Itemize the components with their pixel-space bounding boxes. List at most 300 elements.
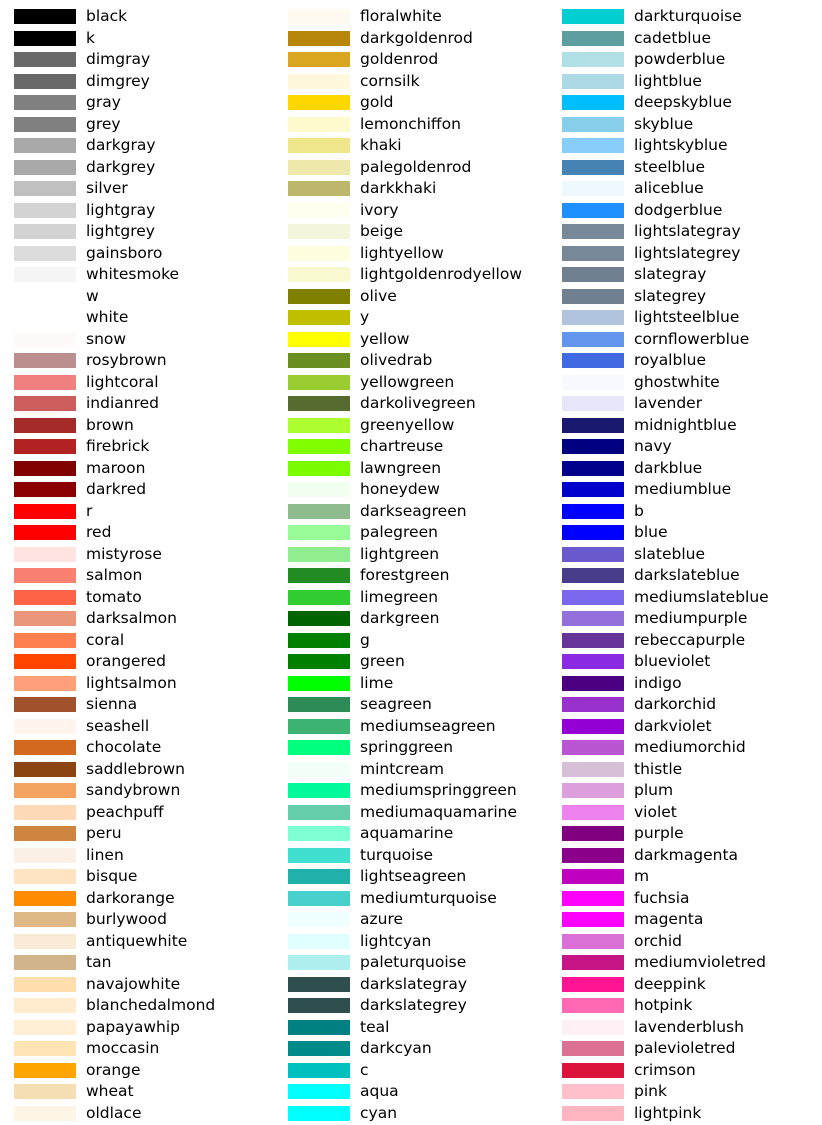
color-swatch [288,310,350,325]
color-swatch [14,740,76,755]
color-swatch [288,439,350,454]
swatch-row [274,737,548,759]
swatch-row [274,1017,548,1039]
color-swatch [14,504,76,519]
swatch-row [0,952,274,974]
swatch-row [548,522,822,544]
color-name-label: ivory [360,200,399,219]
color-swatch [14,267,76,282]
color-swatch [288,396,350,411]
color-name-label: maroon [86,458,146,477]
color-name-label: darkgray [86,136,156,155]
color-swatch [562,224,624,239]
color-swatch [288,740,350,755]
swatch-row [274,372,548,394]
swatch-row [274,780,548,802]
swatch-row [0,845,274,867]
color-name-label: saddlebrown [86,759,185,778]
color-swatch [14,246,76,261]
swatch-row [0,651,274,673]
color-swatch [14,1084,76,1099]
swatch-row [0,436,274,458]
color-name-label: darkgreen [360,609,440,628]
color-name-label: darkgrey [86,157,156,176]
color-swatch [14,568,76,583]
color-name-label: yellow [360,329,410,348]
color-name-label: crimson [634,1060,696,1079]
swatch-row [0,307,274,329]
color-swatch [14,1063,76,1078]
color-swatch [562,762,624,777]
swatch-row [274,694,548,716]
color-name-label: brown [86,415,134,434]
swatch-row [274,286,548,308]
color-swatch [562,590,624,605]
color-swatch [288,805,350,820]
color-name-label: silver [86,179,128,198]
color-name-label: c [360,1060,369,1079]
color-swatch [562,181,624,196]
color-swatch [14,117,76,132]
color-name-label: midnightblue [634,415,737,434]
swatch-row [274,522,548,544]
swatch-row [548,479,822,501]
color-swatch [14,934,76,949]
color-swatch [288,676,350,691]
color-name-label: darkblue [634,458,703,477]
swatch-row [0,350,274,372]
swatch-row [274,888,548,910]
color-swatch [14,396,76,411]
color-swatch [562,289,624,304]
color-name-label: mediumorchid [634,738,746,757]
color-swatch [562,826,624,841]
swatch-row [274,501,548,523]
color-swatch [288,267,350,282]
color-swatch [562,246,624,261]
swatch-row [548,243,822,265]
color-name-label: darkred [86,480,147,499]
color-name-label: lavender [634,394,703,413]
color-swatch [562,1084,624,1099]
color-name-label: lightslategray [634,222,741,241]
color-swatch [14,848,76,863]
swatch-row [548,1060,822,1082]
color-name-label: blueviolet [634,652,711,671]
color-swatch [562,633,624,648]
color-name-label: navy [634,437,672,456]
swatch-row [548,350,822,372]
color-swatch [562,676,624,691]
color-swatch [14,525,76,540]
color-swatch [288,1041,350,1056]
color-name-label: turquoise [360,845,434,864]
color-swatch [562,805,624,820]
color-name-label: m [634,867,650,886]
color-swatch [14,805,76,820]
color-name-label: lightblue [634,71,702,90]
color-name-label: navajowhite [86,974,181,993]
color-swatch [562,869,624,884]
color-name-label: gainsboro [86,243,163,262]
swatch-row [274,1081,548,1103]
swatch-row [0,587,274,609]
color-name-label: mediumvioletred [634,953,766,972]
color-swatch [14,654,76,669]
color-swatch [288,52,350,67]
color-name-label: yellowgreen [360,372,455,391]
color-swatch [562,138,624,153]
swatch-row [548,6,822,28]
color-swatch [562,998,624,1013]
color-name-label: mediumblue [634,480,732,499]
color-swatch [562,482,624,497]
swatch-row [0,243,274,265]
swatch-row [548,307,822,329]
color-name-label: darkkhaki [360,179,437,198]
color-name-label: r [86,501,93,520]
color-name-label: darkolivegreen [360,394,476,413]
color-swatch [14,977,76,992]
color-swatch [14,332,76,347]
color-name-label: aquamarine [360,824,454,843]
color-swatch [14,611,76,626]
color-swatch [14,95,76,110]
color-name-label: rosybrown [86,351,167,370]
color-swatch [288,611,350,626]
swatch-row [0,823,274,845]
color-swatch [288,547,350,562]
color-name-label: skyblue [634,114,694,133]
color-swatch [562,977,624,992]
color-swatch [288,482,350,497]
color-swatch [14,289,76,304]
swatch-row [274,49,548,71]
swatch-row [274,673,548,695]
swatch-row [548,178,822,200]
color-swatch [288,891,350,906]
color-name-label: peru [86,824,122,843]
color-name-label: oldlace [86,1103,142,1122]
color-name-label: cyan [360,1103,398,1122]
color-swatch [288,912,350,927]
swatch-row [548,264,822,286]
swatch-row [274,135,548,157]
color-name-label: papayawhip [86,1017,180,1036]
color-swatch [288,955,350,970]
color-name-label: mediumpurple [634,609,748,628]
color-name-label: salmon [86,566,143,585]
color-name-label: pink [634,1082,667,1101]
color-swatch [14,826,76,841]
swatch-row [0,372,274,394]
swatch-row [548,393,822,415]
color-swatch [14,998,76,1013]
swatch-row [548,759,822,781]
color-swatch [562,95,624,110]
color-swatch [14,418,76,433]
swatch-row [274,350,548,372]
color-swatch [14,353,76,368]
color-swatch [562,375,624,390]
color-name-label: g [360,630,370,649]
swatch-row [274,931,548,953]
swatch-row [548,1017,822,1039]
color-swatch [14,955,76,970]
color-name-label: seashell [86,716,150,735]
color-name-label: lightcyan [360,931,432,950]
color-swatch [288,138,350,153]
color-name-label: lightgray [86,200,156,219]
color-name-label: darkcyan [360,1039,432,1058]
color-name-label: tan [86,953,112,972]
color-name-label: dodgerblue [634,200,723,219]
color-swatch [288,224,350,239]
swatch-row [548,501,822,523]
swatch-row [274,479,548,501]
swatch-row [548,1038,822,1060]
swatch-row [548,694,822,716]
color-swatch [562,504,624,519]
color-swatch [562,117,624,132]
swatch-row [548,157,822,179]
color-name-label: lightskyblue [634,136,728,155]
color-swatch [562,568,624,583]
swatch-row [548,71,822,93]
swatch-row [274,200,548,222]
color-swatch [14,31,76,46]
color-name-label: sandybrown [86,781,181,800]
swatch-row [548,931,822,953]
color-swatch [288,826,350,841]
color-swatch [14,461,76,476]
color-name-label: rebeccapurple [634,630,746,649]
color-name-label: darkslategrey [360,996,467,1015]
color-swatch [288,353,350,368]
swatch-row [548,823,822,845]
color-name-label: magenta [634,910,704,929]
swatch-row [0,458,274,480]
color-name-label: red [86,523,112,542]
color-name-label: orangered [86,652,166,671]
swatch-row [0,565,274,587]
color-swatch [562,396,624,411]
swatch-row [0,909,274,931]
color-name-label: cornflowerblue [634,329,750,348]
color-swatch [562,611,624,626]
color-swatch [14,224,76,239]
swatch-row [548,415,822,437]
swatch-row [274,866,548,888]
color-name-label: darkturquoise [634,7,742,26]
swatch-row [0,501,274,523]
color-name-label: wheat [86,1082,134,1101]
color-name-label: orange [86,1060,141,1079]
color-swatch [562,74,624,89]
color-swatch [562,310,624,325]
swatch-row [548,673,822,695]
swatch-row [0,1103,274,1125]
color-name-label: azure [360,910,404,929]
swatch-row [0,630,274,652]
color-swatch [288,74,350,89]
color-swatch [14,203,76,218]
swatch-columns [0,6,822,1125]
color-name-label: darkorange [86,888,175,907]
swatch-row [0,716,274,738]
swatch-row [274,458,548,480]
color-swatch [14,676,76,691]
color-name-label: greenyellow [360,415,455,434]
color-name-label: darkslateblue [634,566,740,585]
swatch-row [0,6,274,28]
swatch-row [548,92,822,114]
color-name-label: lightgrey [86,222,155,241]
color-swatch [288,848,350,863]
swatch-row [0,135,274,157]
color-swatch [562,719,624,734]
color-swatch [562,1063,624,1078]
color-swatch [288,375,350,390]
color-name-label: dimgray [86,50,151,69]
swatch-row [274,974,548,996]
color-name-label: mintcream [360,759,444,778]
color-swatch [14,633,76,648]
swatch-row [548,565,822,587]
color-name-label: royalblue [634,351,706,370]
color-swatch [288,697,350,712]
color-name-label: aqua [360,1082,399,1101]
color-name-label: b [634,501,644,520]
color-swatch [14,482,76,497]
swatch-row [274,759,548,781]
swatch-row [548,135,822,157]
swatch-row [548,909,822,931]
color-name-label: lightyellow [360,243,444,262]
color-name-label: deepskyblue [634,93,732,112]
color-name-label: deeppink [634,974,706,993]
color-swatch [14,310,76,325]
color-swatch [14,1041,76,1056]
color-name-label: gray [86,93,121,112]
color-swatch [288,525,350,540]
swatch-row [0,866,274,888]
swatch-row [274,845,548,867]
swatch-row [274,393,548,415]
color-name-label: indigo [634,673,682,692]
swatch-row [274,1103,548,1125]
color-name-label: orchid [634,931,683,950]
swatch-row [0,737,274,759]
color-swatch [562,203,624,218]
color-name-label: darkviolet [634,716,712,735]
color-name-label: whitesmoke [86,265,180,284]
swatch-row [274,71,548,93]
color-swatch [14,891,76,906]
swatch-row [0,1081,274,1103]
color-name-label: peachpuff [86,802,164,821]
color-name-label: springgreen [360,738,454,757]
color-name-label: palegreen [360,523,438,542]
color-swatch [288,762,350,777]
color-name-label: lightgreen [360,544,440,563]
color-name-label: purple [634,824,684,843]
swatch-row [274,157,548,179]
color-swatch [288,504,350,519]
swatch-row [548,802,822,824]
color-swatch [288,568,350,583]
color-swatch [288,203,350,218]
swatch-row [548,780,822,802]
color-swatch [14,719,76,734]
color-swatch [288,289,350,304]
color-name-label: khaki [360,136,402,155]
color-swatch [562,740,624,755]
swatch-row [274,178,548,200]
swatch-row [548,114,822,136]
swatch-row [274,114,548,136]
color-name-label: limegreen [360,587,439,606]
color-swatch [14,1020,76,1035]
color-swatch [14,375,76,390]
color-swatch [14,590,76,605]
color-name-label: palevioletred [634,1039,736,1058]
color-swatch [288,1084,350,1099]
color-swatch [288,977,350,992]
color-name-label: indianred [86,394,160,413]
swatch-row [274,587,548,609]
color-name-label: darkslategray [360,974,468,993]
color-swatch [14,181,76,196]
color-name-label: steelblue [634,157,706,176]
color-swatch [14,1106,76,1121]
color-swatch [562,439,624,454]
swatch-row [0,888,274,910]
color-name-label: paleturquoise [360,953,467,972]
color-name-label: slategray [634,265,707,284]
color-name-label: sienna [86,695,138,714]
swatch-row [274,436,548,458]
color-name-label: powderblue [634,50,726,69]
color-swatch [288,117,350,132]
color-name-label: darksalmon [86,609,177,628]
swatch-row [274,716,548,738]
swatch-row [0,393,274,415]
color-swatch [288,461,350,476]
color-swatch [562,525,624,540]
swatch-row [274,307,548,329]
swatch-row [274,1038,548,1060]
color-name-label: k [86,28,95,47]
swatch-row [0,415,274,437]
color-name-label: lightgoldenrodyellow [360,265,523,284]
swatch-row [548,436,822,458]
color-swatch [288,998,350,1013]
color-name-label: lavenderblush [634,1017,744,1036]
color-swatch [562,52,624,67]
color-name-label: mediumspringgreen [360,781,517,800]
color-swatch [562,912,624,927]
swatch-row [548,286,822,308]
swatch-row [0,71,274,93]
color-swatch [288,246,350,261]
color-name-label: plum [634,781,674,800]
color-swatch [288,590,350,605]
color-swatch [14,912,76,927]
swatch-row [0,49,274,71]
color-name-label: lightpink [634,1103,702,1122]
color-name-label: slategrey [634,286,707,305]
